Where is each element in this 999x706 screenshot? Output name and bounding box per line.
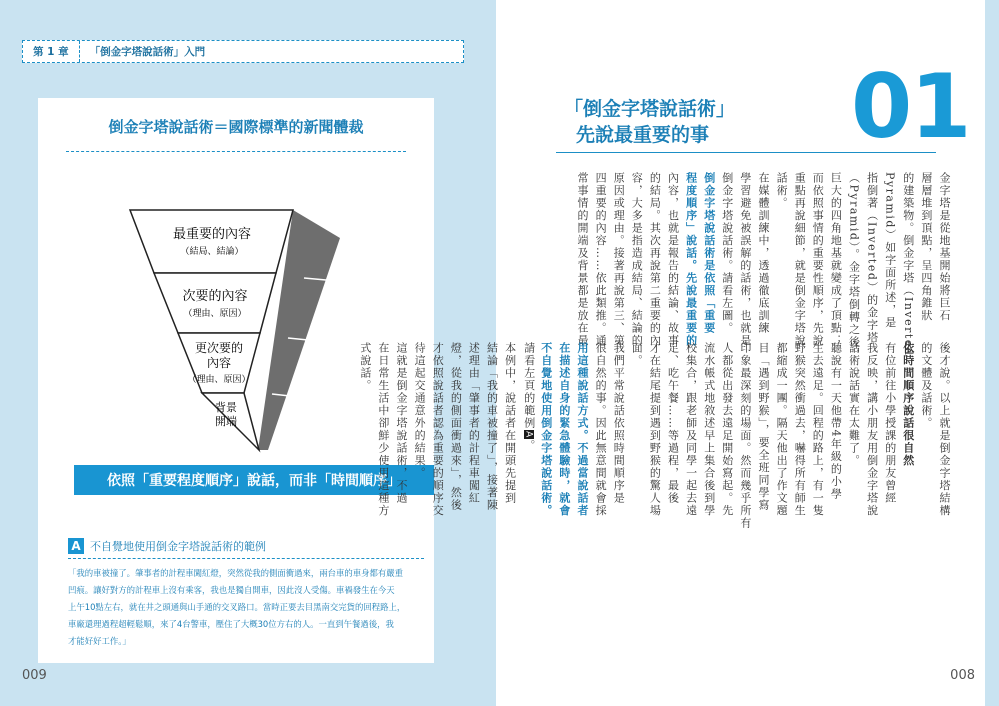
text-column: 才在結尾提到遇到野猴的驚人場	[648, 342, 662, 517]
text-column: 常事情的開端及背景都是放在最	[576, 172, 589, 347]
text-column: 在描述自身的緊急體驗時，就會	[557, 342, 571, 517]
text-column: 金字塔是從地基開始將巨石	[938, 172, 951, 322]
text-column: 式說話。	[358, 342, 372, 392]
right-page	[358, 0, 999, 706]
text-column: 都縮成一團。隔天他出了作文題	[775, 342, 789, 517]
pyramid-level-1-note: （結局、結論）	[180, 247, 244, 257]
text-column: 巨大的四角地基就變成了頂點；	[829, 172, 843, 347]
page-number-right: 008	[950, 668, 975, 683]
chapter-label: 第 1 章	[23, 41, 80, 62]
text-column: 不自覺地使用倒金字塔說話術。	[539, 342, 553, 517]
text-column: 話術說話實在太難了。	[847, 342, 861, 467]
text-column: 面。	[630, 342, 644, 367]
text-column: 倒金字塔說話術是依照「重要	[702, 172, 716, 335]
text-column: 倒金字塔說話術。請看左圖。	[720, 172, 734, 335]
text-column: 這就是倒金字塔說話術，不過	[395, 342, 408, 505]
heading-divider	[556, 152, 936, 153]
text-column: 野猴突然衝過去，嚇得所有師生	[793, 342, 807, 517]
summary-banner: 依照「重要程度順序」說話，而非「時間順序」	[74, 465, 434, 495]
text-column: 指倒著（Inverted）的金字塔	[865, 172, 879, 344]
text-column: 而依照事情的重要性順序，先說	[811, 172, 825, 347]
text-column: 用這種說話方式。不過當說話者	[576, 342, 589, 517]
text-column: 很自然的事。因此無意間就會採	[594, 342, 608, 517]
text-column: 足、吃午餐……等過程，最後	[666, 342, 680, 505]
inverted-pyramid-diagram	[118, 198, 358, 453]
example-line: 車廠還理過程超輕鬆順，來了4台警車，壓住了大概30位方右的人。一直到午餐過後，我	[68, 619, 394, 629]
pyramid-level-4-title2: 開端	[215, 415, 237, 428]
text-column: 人都從出發去遠足開始寫起。先	[720, 342, 734, 517]
text-column: 的文體及話術。	[919, 342, 933, 430]
pyramid-level-4-title: 背景	[215, 401, 237, 414]
text-column: 才依照說話者認為重要的順序交	[431, 342, 445, 517]
text-column: 四重要的內容……依此類推。通	[594, 172, 608, 347]
text-column: 話術。	[775, 172, 789, 210]
example-header	[68, 538, 424, 559]
text-column: 請看左頁的範例A。	[522, 342, 536, 452]
text-column: 學習避免被誤解的話術，也就是	[738, 172, 752, 347]
section-number: 01	[851, 55, 970, 158]
text-column: 後才說。以上就是倒金字塔結構	[938, 342, 951, 517]
text-column: 的結局。其次再說第二重要的內	[648, 172, 662, 347]
pyramid-level-3-note: （理由、原因）	[187, 375, 251, 385]
example-line: 才能好好工作。」	[68, 636, 131, 646]
text-column: 有位前往小學授課的朋友曾經	[883, 342, 897, 505]
text-column: 在媒體訓練中，透過徹底訓練	[757, 172, 770, 335]
section-heading-line2: 先說最重要的事	[576, 124, 710, 146]
text-column: 的建築物。倒金字塔（Inverted	[901, 172, 915, 357]
page-edge-strip	[985, 0, 999, 706]
text-column: 我們平常說話依照時間順序是	[612, 342, 626, 505]
text-column: 目「遇到野猴」，要全班同學寫	[757, 342, 770, 512]
text-column: 流水帳式地敘述早上集合後到學	[702, 342, 716, 517]
example-title: 不自覺地使用倒金字塔說話術的範例	[90, 540, 266, 553]
pyramid-level-3-title: 更次要的	[194, 341, 244, 355]
pyramid-level-1-title: 最重要的內容	[172, 227, 252, 242]
section-heading-line1: 「倒金字塔說話術」	[564, 98, 736, 120]
text-column: 容，大多是指造成結局、結論的	[630, 172, 644, 347]
text-column: 結論「我的車被撞了」，接著陳	[485, 342, 499, 512]
chapter-title: 「倒金字塔說話術」入門	[89, 46, 206, 58]
text-column: 述理由「肇事者的計程車闖紅	[467, 342, 481, 505]
text-column: 生去遠足。回程的路上，有一隻	[811, 342, 825, 517]
text-column: 內容，也就是報告的結論、故事	[666, 172, 680, 347]
example-line: 上午10點左右，就在井之頭通與山手通的交叉路口。當時正要去目黑南交完貨的回程路上，	[68, 602, 406, 612]
chapter-header	[22, 40, 464, 63]
text-column: Pyramid）如字面所述，是	[883, 172, 897, 329]
example-line: 凹痕。讓好對方的計程車上沒有乘客，我也是獨自開車，因此沒人受傷。車禍發生在今天	[68, 585, 395, 595]
page-number-left: 009	[22, 668, 47, 683]
text-column: 重點再說細節，就是倒金字塔說	[793, 172, 807, 347]
text-column: 燈，從我的側面衝過來」，然後	[449, 342, 463, 512]
example-badge: A	[68, 538, 84, 554]
text-column: 本例中，說話者在開頭先提到	[503, 342, 517, 505]
text-column: 依時間順序說話很自然	[901, 342, 915, 467]
figure-title: 倒金字塔說話術＝國際標準的新聞體裁	[66, 116, 406, 152]
text-column: 層層堆到頂點，呈四角錐狀	[919, 172, 933, 322]
example-body	[68, 565, 424, 650]
text-column: 原因或理由。接著再說第三、第	[612, 172, 626, 347]
pyramid-level-2-title: 次要的內容	[182, 289, 248, 304]
example-box	[68, 538, 424, 650]
text-column: 待這起交通意外的結果。	[413, 342, 427, 480]
example-line: 「我的車被撞了。肇事者的計程車闖紅燈，突然從我的側面衝過來，兩台車的車身都有嚴重	[68, 568, 403, 578]
text-column: 在日常生活中卻鮮少使用這種方	[376, 342, 390, 517]
pyramid-level-2-note: （理由、原因）	[183, 309, 247, 319]
text-column: 印象最深刻的場面。然而幾乎所有	[738, 342, 752, 530]
pyramid-level-3-title2: 內容	[206, 356, 232, 370]
text-column: 我反映，講小朋友用倒金字塔說	[865, 342, 879, 517]
text-column: 校集合，跟老師及同學一起去遠	[684, 342, 698, 517]
text-column: 程度順序」說話。先說最重要的	[684, 172, 698, 347]
text-column: （Pyramid）。金字塔倒轉之後，	[847, 172, 861, 361]
text-column: 聽說有一天他帶4年級的小學	[829, 342, 843, 501]
